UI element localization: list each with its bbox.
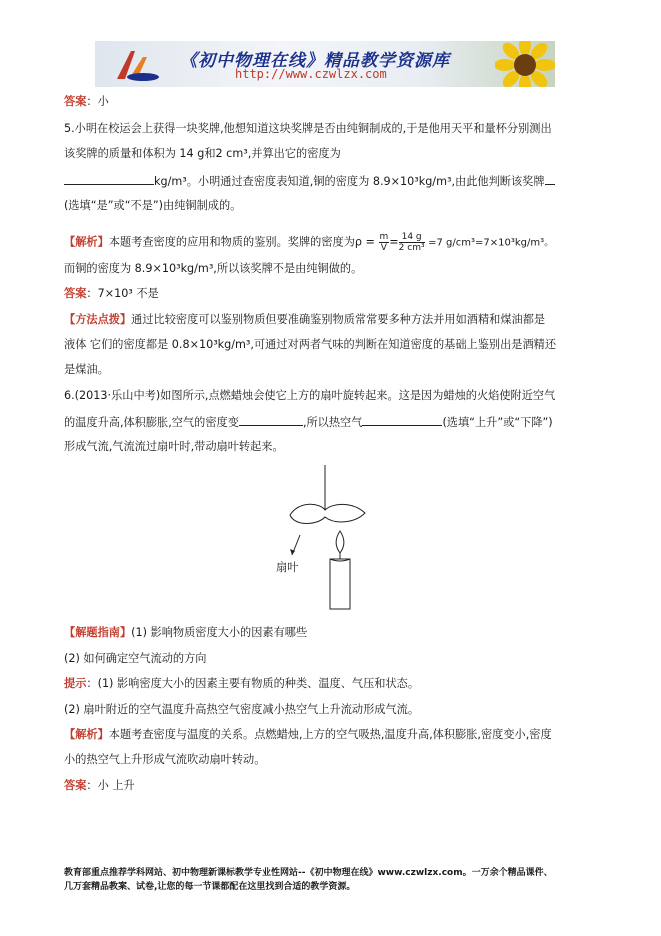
method-line-3: 是煤油。 (64, 363, 109, 376)
analysis-2: 而铜的密度为 8.9×10³kg/m³,所以该奖牌不是由纯铜做的。 (64, 262, 363, 275)
sunflower-icon (495, 41, 555, 87)
fraction-m-over-v: $\frac{m}{V}$ (379, 232, 389, 253)
q5-line-1: 5.小明在校运会上获得一块奖牌,他想知道这块奖牌是否由纯铜制成的,于是他用天平和量杯分别测出 (64, 122, 552, 135)
hint-line-1 (64, 677, 419, 691)
analysis-text: 本题考查密度与温度的关系。点燃蜡烛,上方的空气吸热,温度升高,体积膨胀,密度变小,密度 (108, 728, 552, 741)
candle-fan-figure (270, 465, 390, 615)
q5-line-3-text: kg/m³。小明通过查密度表知道,铜的密度为 8.9×10³kg/m³,由此他判断该奖牌 (154, 175, 545, 188)
flame-icon (336, 531, 344, 553)
site-logo-icon (113, 47, 161, 83)
fan-blade-icon (290, 504, 365, 523)
analysis-3 (64, 728, 552, 742)
hint-label: 提示 (64, 677, 87, 690)
answer-label: 答案 (64, 95, 87, 108)
guide-line-2: (2) 如何确定空气流动的方向 (64, 652, 207, 665)
method-line-2: 液体 它们的密度都是 0.8×10³kg/m³,可通过对两者气味的判断在知道密度的基础上鉴别出是酒精还 (64, 338, 557, 351)
q5-line-4: (选填“是”或“不是”)由纯铜制成的。 (64, 199, 242, 212)
answer-blank (545, 173, 555, 185)
header-banner (95, 41, 555, 87)
footer-line-2: 几万套精品教案、试卷,让您的每一节课都配在这里找到合适的教学资源。 (64, 882, 356, 892)
hint-line-2: (2) 扇叶附近的空气温度升高热空气密度减小热空气上升流动形成气流。 (64, 703, 420, 716)
banner-title: 《初中物理在线》精品教学资源库 (180, 51, 450, 71)
method-text: 通过比较密度可以鉴别物质但要准确鉴别物质常常要多种方法并用如酒精和煤油都是 (131, 313, 546, 326)
answer-value: ：小 上升 (86, 779, 135, 792)
figure-label: 扇叶 (276, 561, 299, 574)
answer-label: 答案 (64, 779, 87, 792)
fraction-14g-over-2cm3: $\frac{14 g}{\text{2 cm³}}$ (398, 232, 425, 253)
answer-1 (64, 95, 109, 109)
answer-value: ：小 (86, 95, 109, 108)
analysis-4: 小的热空气上升形成气流吹动扇叶转动。 (64, 753, 266, 766)
analysis-label: 【解析】 (64, 728, 109, 741)
analysis-label: 【解析】 (64, 235, 109, 249)
analysis-1: 【解析】本题考查密度的应用和物质的鉴别。奖牌的密度为ρ = $\frac{m}{V}=$ $\frac{14 g}{\text{2 cm³}} =7$ g/cm³=7×10³kg/m³。 (64, 232, 555, 253)
analysis-result: =7 g/cm³=7×10³kg/m³。 (428, 237, 555, 249)
guide-text: (1) 影响物质密度大小的因素有哪些 (131, 626, 308, 639)
answer-blank (64, 173, 154, 185)
candle-icon (330, 559, 350, 609)
answer-value: ：7×10³ 不是 (86, 287, 159, 300)
answer-label: 答案 (64, 287, 87, 300)
q5-line-2: 该奖牌的质量和体积为 14 g和2 cm³,并算出它的密度为 (64, 147, 341, 160)
answer-blank (239, 414, 303, 426)
hint-text: ：(1) 影响密度大小的因素主要有物质的种类、温度、气压和状态。 (86, 677, 420, 690)
analysis-text: 本题考查密度的应用和物质的鉴别。奖牌的密度为ρ = (108, 235, 375, 249)
q6-line-1: 6.(2013·乐山中考)如图所示,点燃蜡烛会使它上方的扇叶旋转起来。这是因为蜡烛的火焰使附近空气 (64, 389, 556, 402)
method-line-1 (64, 313, 545, 327)
answer-2 (64, 287, 159, 301)
answer-3 (64, 779, 135, 793)
q6-line-3: 形成气流,气流流过扇叶时,带动扇叶转起来。 (64, 440, 284, 453)
guide-label: 【解题指南】 (64, 626, 132, 639)
method-label: 【方法点拨】 (64, 313, 132, 326)
answer-blank (362, 414, 442, 426)
q5-line-3 (64, 173, 555, 189)
footer-line-1: 教育部重点推荐学科网站、初中物理新课标教学专业性网站--《初中物理在线》www.czwlzx.com。一万余个精品课件、 (64, 868, 553, 878)
q6-line-2: 的温度升高,体积膨胀,空气的密度变 ,所以热空气 (选填“上升”或“下降”) (64, 416, 553, 429)
guide-line-1 (64, 626, 307, 640)
banner-url[interactable]: http://www.czwlzx.com (235, 67, 387, 81)
